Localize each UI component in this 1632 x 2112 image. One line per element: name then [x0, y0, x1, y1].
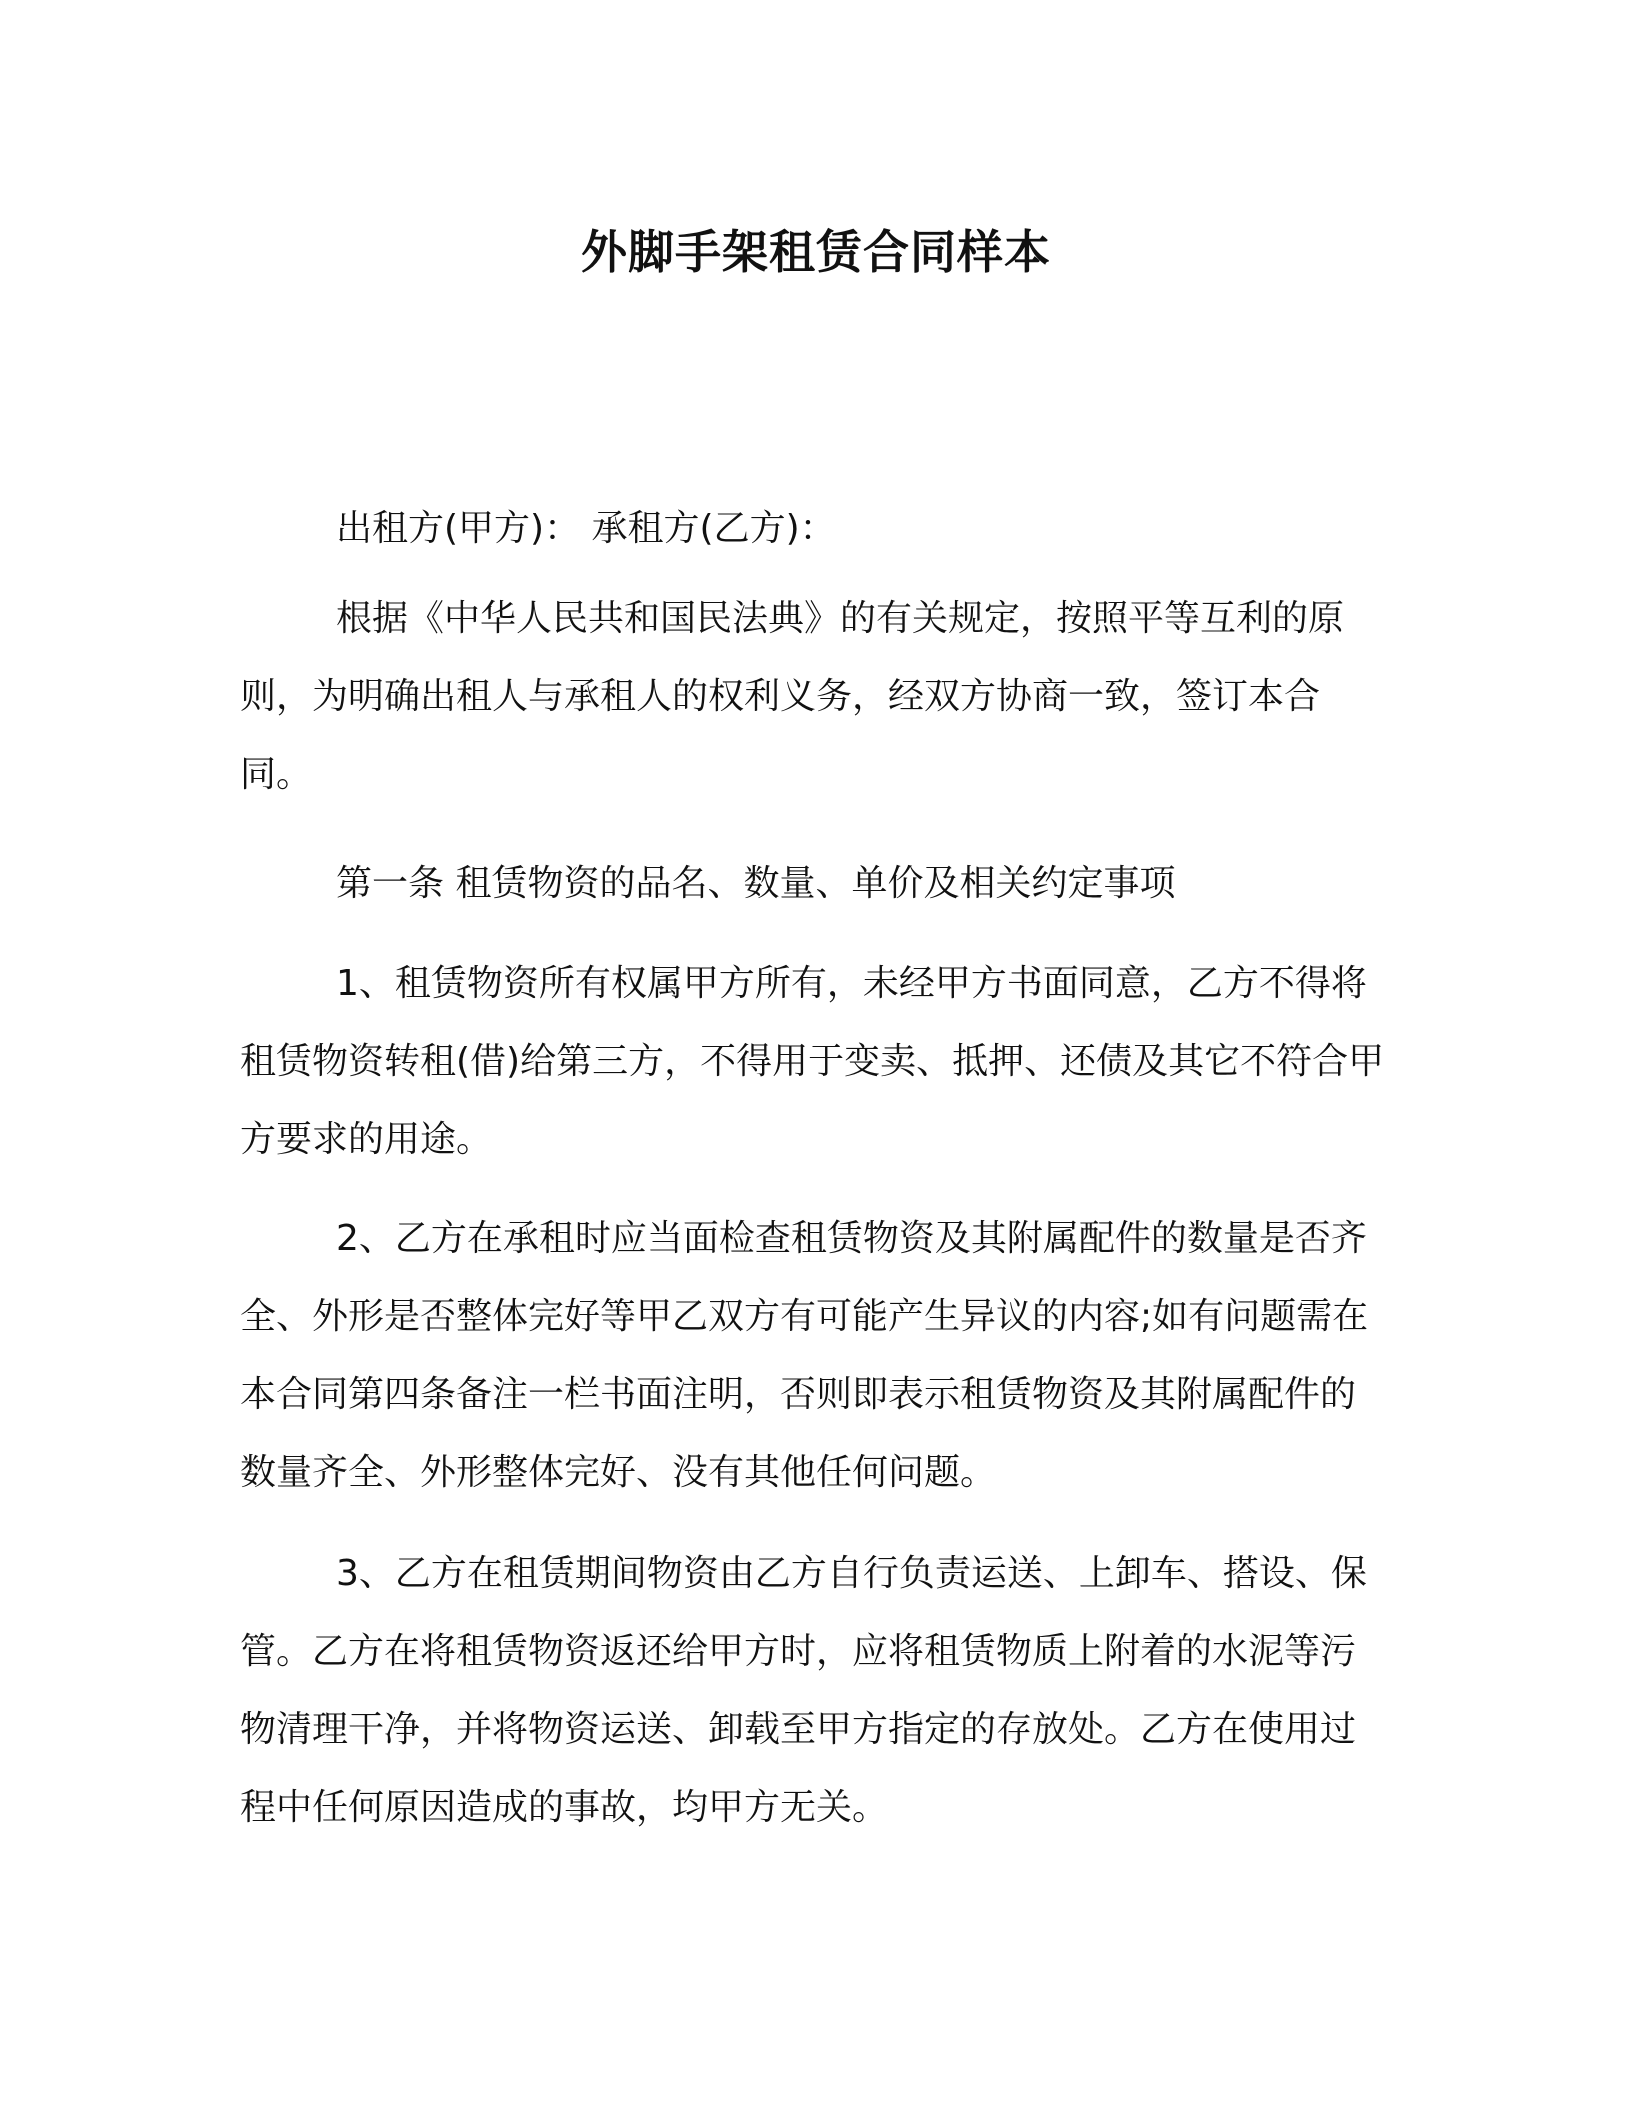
clause-2: 2、乙方在承租时应当面检查租赁物资及其附属配件的数量是否齐全、外形是否整体完好等甲乙双方有可能产生异议的内容;如有问题需在本合同第四条备注一栏书面注明，否则即表示租赁物资及其附属配件的数量齐全、外形整体完好、没有其他任何问题。: [240, 1218, 1369, 1493]
contract-preamble: 根据《中华人民共和国民法典》的有关规定，按照平等互利的原则，为明确出租人与承租人的权利义务，经双方协商一致，签订本合同。: [240, 598, 1345, 795]
article-1-heading: 第一条 租赁物资的品名、数量、单价及相关约定事项: [336, 863, 1176, 904]
clause-1: 1、租赁物资所有权属甲方所有，未经甲方书面同意，乙方不得将租赁物资转租(借)给第三方，不得用于变卖、抵押、还债及其它不符合甲方要求的用途。: [240, 963, 1385, 1160]
contract-parties: 出租方(甲方)： 承租方(乙方)：: [336, 508, 836, 549]
clause-3: 3、乙方在租赁期间物资由乙方自行负责运送、上卸车、搭设、保管。乙方在将租赁物资返还给甲方时，应将租赁物质上附着的水泥等污物清理干净，并将物资运送、卸载至甲方指定的存放处。乙方在使用过程中任何原因造成的事故，均甲方无关。: [240, 1553, 1367, 1828]
document-title: 外脚手架租赁合同样本: [581, 225, 1051, 279]
